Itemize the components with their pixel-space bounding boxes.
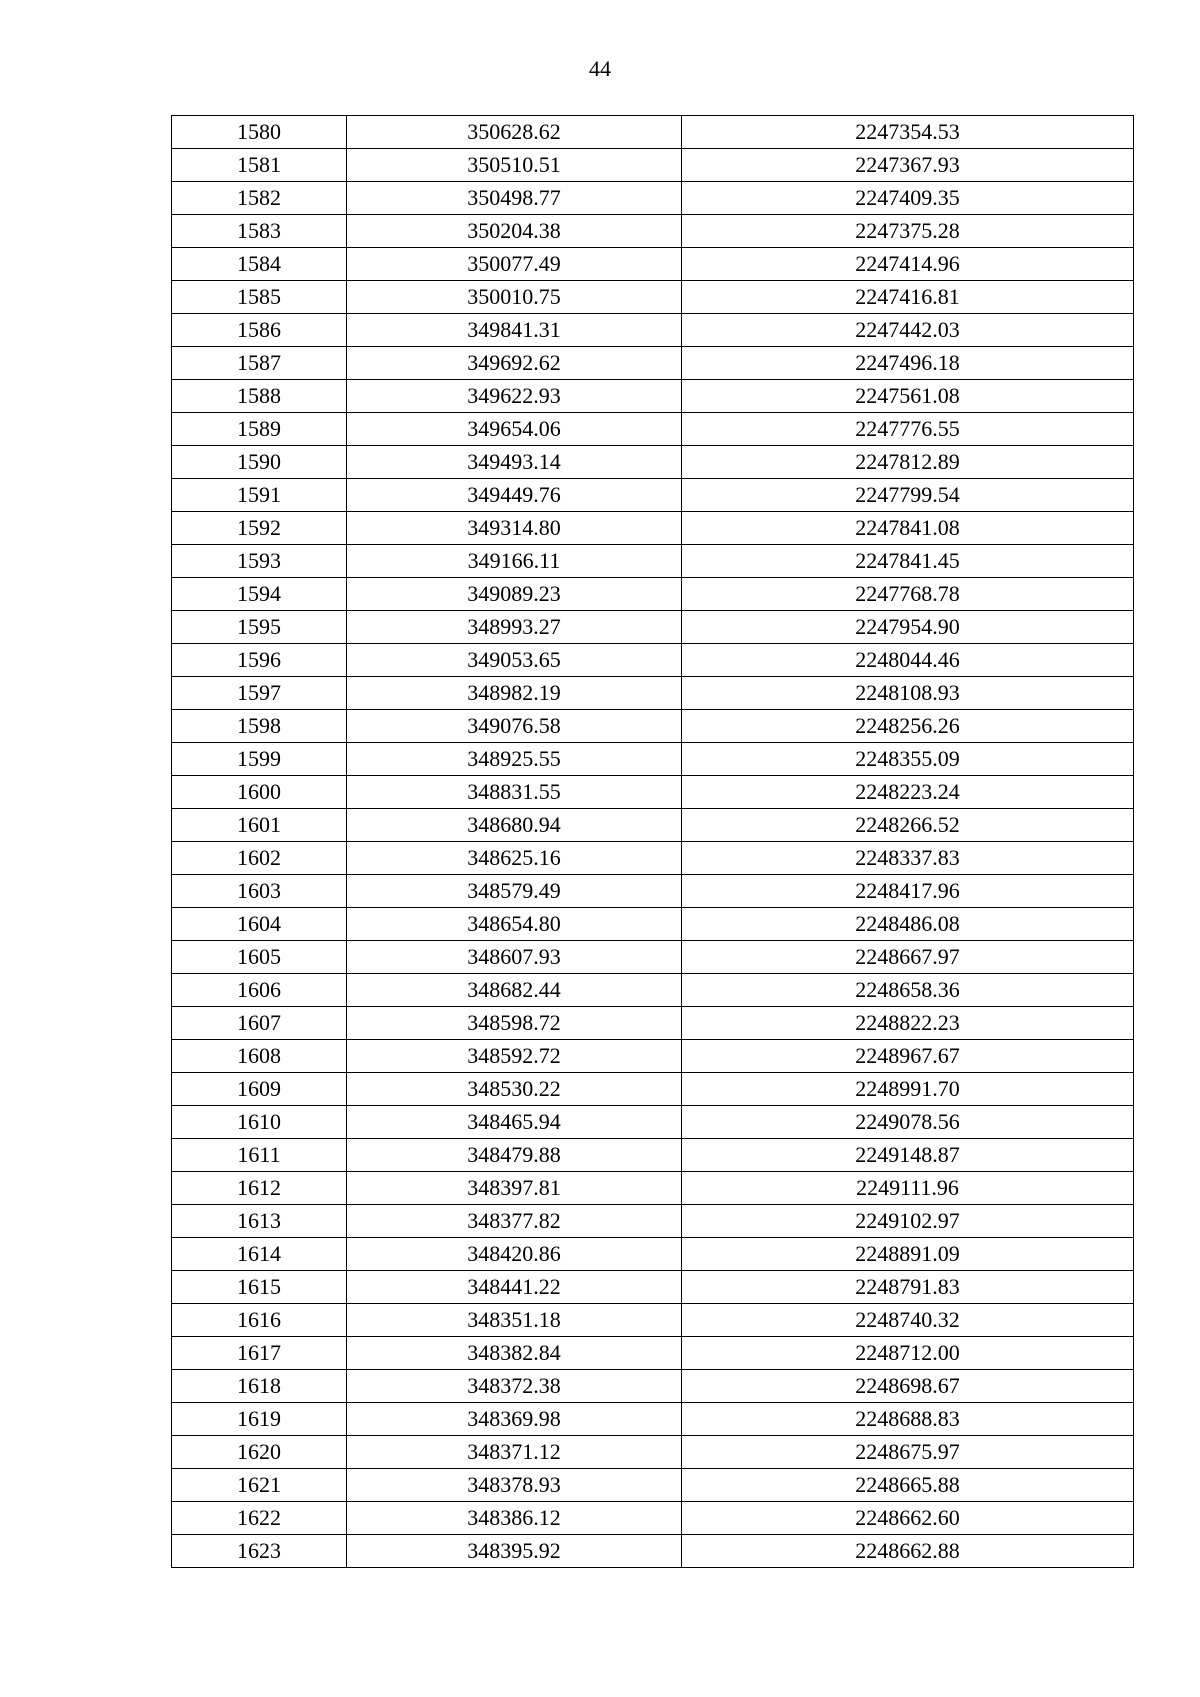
table-row [172,1469,1134,1502]
y-coordinate-cell: 2248891.09 [682,1238,1134,1271]
point-number-cell: 1617 [172,1337,347,1370]
point-number-cell: 1610 [172,1106,347,1139]
table-row [172,941,1134,974]
x-coordinate-cell: 348351.18 [347,1304,682,1337]
y-coordinate-cell: 2248665.88 [682,1469,1134,1502]
point-number-cell: 1582 [172,182,347,215]
table-row [172,1139,1134,1172]
point-number-cell: 1590 [172,446,347,479]
table-row [172,578,1134,611]
point-number-cell: 1602 [172,842,347,875]
y-coordinate-cell: 2248223.24 [682,776,1134,809]
x-coordinate-cell: 348579.49 [347,875,682,908]
coordinates-table [171,115,1134,1568]
y-coordinate-cell: 2247354.53 [682,116,1134,149]
x-coordinate-cell: 348372.38 [347,1370,682,1403]
x-coordinate-cell: 349449.76 [347,479,682,512]
x-coordinate-cell: 349841.31 [347,314,682,347]
table-row [172,182,1134,215]
y-coordinate-cell: 2248791.83 [682,1271,1134,1304]
y-coordinate-cell: 2248108.93 [682,677,1134,710]
x-coordinate-cell: 349692.62 [347,347,682,380]
x-coordinate-cell: 349089.23 [347,578,682,611]
point-number-cell: 1606 [172,974,347,1007]
y-coordinate-cell: 2248675.97 [682,1436,1134,1469]
point-number-cell: 1618 [172,1370,347,1403]
point-number-cell: 1597 [172,677,347,710]
y-coordinate-cell: 2247496.18 [682,347,1134,380]
table-row [172,974,1134,1007]
y-coordinate-cell: 2249102.97 [682,1205,1134,1238]
x-coordinate-cell: 349166.11 [347,545,682,578]
point-number-cell: 1583 [172,215,347,248]
point-number-cell: 1589 [172,413,347,446]
x-coordinate-cell: 348530.22 [347,1073,682,1106]
x-coordinate-cell: 348371.12 [347,1436,682,1469]
y-coordinate-cell: 2247799.54 [682,479,1134,512]
table-row [172,776,1134,809]
y-coordinate-cell: 2248698.67 [682,1370,1134,1403]
table-row [172,1205,1134,1238]
x-coordinate-cell: 348654.80 [347,908,682,941]
point-number-cell: 1595 [172,611,347,644]
x-coordinate-cell: 349493.14 [347,446,682,479]
table-row [172,1172,1134,1205]
point-number-cell: 1603 [172,875,347,908]
x-coordinate-cell: 348420.86 [347,1238,682,1271]
y-coordinate-cell: 2248662.88 [682,1535,1134,1568]
x-coordinate-cell: 348382.84 [347,1337,682,1370]
y-coordinate-cell: 2249148.87 [682,1139,1134,1172]
point-number-cell: 1623 [172,1535,347,1568]
y-coordinate-cell: 2248486.08 [682,908,1134,941]
x-coordinate-cell: 348441.22 [347,1271,682,1304]
y-coordinate-cell: 2248688.83 [682,1403,1134,1436]
point-number-cell: 1600 [172,776,347,809]
y-coordinate-cell: 2248417.96 [682,875,1134,908]
x-coordinate-cell: 348378.93 [347,1469,682,1502]
x-coordinate-cell: 350510.51 [347,149,682,182]
point-number-cell: 1596 [172,644,347,677]
y-coordinate-cell: 2248658.36 [682,974,1134,1007]
x-coordinate-cell: 349053.65 [347,644,682,677]
y-coordinate-cell: 2248256.26 [682,710,1134,743]
x-coordinate-cell: 348386.12 [347,1502,682,1535]
table-row [172,1238,1134,1271]
table-row [172,281,1134,314]
table-row [172,1436,1134,1469]
x-coordinate-cell: 350628.62 [347,116,682,149]
x-coordinate-cell: 350077.49 [347,248,682,281]
point-number-cell: 1612 [172,1172,347,1205]
y-coordinate-cell: 2247812.89 [682,446,1134,479]
table-row [172,644,1134,677]
point-number-cell: 1599 [172,743,347,776]
point-number-cell: 1591 [172,479,347,512]
table-row [172,347,1134,380]
y-coordinate-cell: 2247409.35 [682,182,1134,215]
table-row [172,842,1134,875]
x-coordinate-cell: 349076.58 [347,710,682,743]
table-row [172,908,1134,941]
y-coordinate-cell: 2247414.96 [682,248,1134,281]
point-number-cell: 1608 [172,1040,347,1073]
x-coordinate-cell: 350204.38 [347,215,682,248]
point-number-cell: 1619 [172,1403,347,1436]
x-coordinate-cell: 348598.72 [347,1007,682,1040]
point-number-cell: 1614 [172,1238,347,1271]
y-coordinate-cell: 2248266.52 [682,809,1134,842]
x-coordinate-cell: 348982.19 [347,677,682,710]
x-coordinate-cell: 348831.55 [347,776,682,809]
point-number-cell: 1616 [172,1304,347,1337]
point-number-cell: 1594 [172,578,347,611]
point-number-cell: 1604 [172,908,347,941]
y-coordinate-cell: 2248667.97 [682,941,1134,974]
page-number: 44 [589,56,611,81]
y-coordinate-cell: 2247776.55 [682,413,1134,446]
y-coordinate-cell: 2247841.45 [682,545,1134,578]
point-number-cell: 1611 [172,1139,347,1172]
table-row [172,248,1134,281]
table-row [172,1370,1134,1403]
table-row [172,1007,1134,1040]
x-coordinate-cell: 348925.55 [347,743,682,776]
table-row [172,479,1134,512]
table-row [172,1271,1134,1304]
table-row [172,743,1134,776]
y-coordinate-cell: 2247367.93 [682,149,1134,182]
table-row [172,446,1134,479]
y-coordinate-cell: 2248967.67 [682,1040,1134,1073]
y-coordinate-cell: 2249111.96 [682,1172,1134,1205]
x-coordinate-cell: 348625.16 [347,842,682,875]
point-number-cell: 1581 [172,149,347,182]
point-number-cell: 1621 [172,1469,347,1502]
x-coordinate-cell: 348377.82 [347,1205,682,1238]
x-coordinate-cell: 348397.81 [347,1172,682,1205]
point-number-cell: 1593 [172,545,347,578]
table-row [172,1073,1134,1106]
table-row [172,809,1134,842]
table-row [172,611,1134,644]
table-row [172,545,1134,578]
table-row [172,1535,1134,1568]
x-coordinate-cell: 348395.92 [347,1535,682,1568]
x-coordinate-cell: 348465.94 [347,1106,682,1139]
table-row [172,1502,1134,1535]
table-row [172,149,1134,182]
point-number-cell: 1622 [172,1502,347,1535]
x-coordinate-cell: 349314.80 [347,512,682,545]
x-coordinate-cell: 348479.88 [347,1139,682,1172]
point-number-cell: 1620 [172,1436,347,1469]
point-number-cell: 1613 [172,1205,347,1238]
y-coordinate-cell: 2247375.28 [682,215,1134,248]
table-row [172,1403,1134,1436]
x-coordinate-cell: 348369.98 [347,1403,682,1436]
table-row [172,677,1134,710]
table-row [172,710,1134,743]
x-coordinate-cell: 348607.93 [347,941,682,974]
table-row [172,1337,1134,1370]
table-row [172,1304,1134,1337]
y-coordinate-cell: 2249078.56 [682,1106,1134,1139]
y-coordinate-cell: 2247561.08 [682,380,1134,413]
point-number-cell: 1598 [172,710,347,743]
x-coordinate-cell: 348993.27 [347,611,682,644]
x-coordinate-cell: 348680.94 [347,809,682,842]
point-number-cell: 1615 [172,1271,347,1304]
y-coordinate-cell: 2247841.08 [682,512,1134,545]
table-row [172,314,1134,347]
y-coordinate-cell: 2248662.60 [682,1502,1134,1535]
y-coordinate-cell: 2248740.32 [682,1304,1134,1337]
y-coordinate-cell: 2247954.90 [682,611,1134,644]
point-number-cell: 1592 [172,512,347,545]
table-row [172,413,1134,446]
point-number-cell: 1605 [172,941,347,974]
y-coordinate-cell: 2248822.23 [682,1007,1134,1040]
y-coordinate-cell: 2247416.81 [682,281,1134,314]
y-coordinate-cell: 2247768.78 [682,578,1134,611]
point-number-cell: 1584 [172,248,347,281]
point-number-cell: 1587 [172,347,347,380]
table-row [172,116,1134,149]
table-row [172,380,1134,413]
y-coordinate-cell: 2248991.70 [682,1073,1134,1106]
y-coordinate-cell: 2247442.03 [682,314,1134,347]
point-number-cell: 1607 [172,1007,347,1040]
y-coordinate-cell: 2248337.83 [682,842,1134,875]
y-coordinate-cell: 2248355.09 [682,743,1134,776]
point-number-cell: 1586 [172,314,347,347]
point-number-cell: 1609 [172,1073,347,1106]
point-number-cell: 1580 [172,116,347,149]
x-coordinate-cell: 349622.93 [347,380,682,413]
table-row [172,512,1134,545]
x-coordinate-cell: 348682.44 [347,974,682,1007]
x-coordinate-cell: 348592.72 [347,1040,682,1073]
table-row [172,1040,1134,1073]
y-coordinate-cell: 2248044.46 [682,644,1134,677]
point-number-cell: 1585 [172,281,347,314]
table-row [172,215,1134,248]
x-coordinate-cell: 350498.77 [347,182,682,215]
coordinates-table-body [172,116,1134,1568]
y-coordinate-cell: 2248712.00 [682,1337,1134,1370]
point-number-cell: 1588 [172,380,347,413]
x-coordinate-cell: 349654.06 [347,413,682,446]
table-row [172,875,1134,908]
table-row [172,1106,1134,1139]
x-coordinate-cell: 350010.75 [347,281,682,314]
point-number-cell: 1601 [172,809,347,842]
